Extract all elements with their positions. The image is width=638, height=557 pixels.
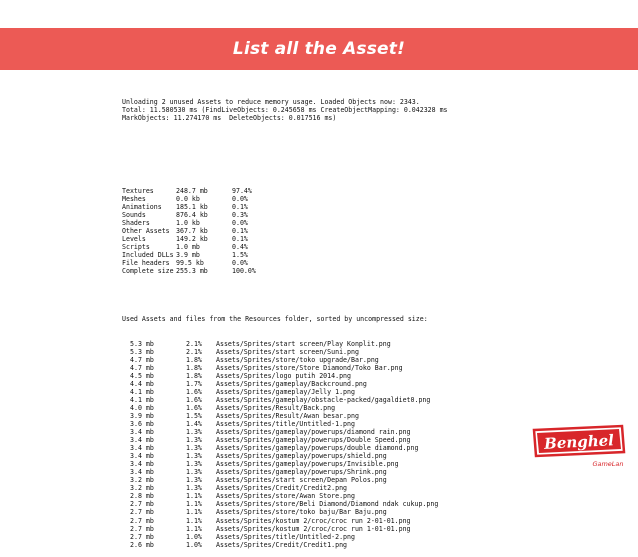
asset-percent: 1.1% <box>186 508 202 517</box>
stat-name: Scripts <box>122 242 150 251</box>
asset-percent: 1.8% <box>186 371 202 380</box>
asset-indent <box>122 380 130 388</box>
asset-path: Assets/Sprites/Result/Back.png <box>216 403 336 412</box>
asset-row <box>122 492 522 500</box>
asset-path: Assets/Sprites/gameplay/powerups/Double Speed.png <box>216 436 411 445</box>
asset-row <box>122 428 522 436</box>
asset-path: Assets/Sprites/logo putih 2014.png <box>216 371 351 380</box>
asset-indent <box>122 388 130 396</box>
asset-row <box>122 372 522 380</box>
asset-indent <box>122 525 130 533</box>
stat-percent: 97.4% <box>232 186 252 195</box>
asset-row <box>122 541 522 549</box>
stat-size: 248.7 mb <box>176 186 208 195</box>
stats-row <box>122 235 522 243</box>
asset-indent <box>122 396 130 404</box>
stat-size: 1.0 mb <box>176 242 200 251</box>
asset-indent <box>122 428 130 436</box>
banner-title: List all the Asset! <box>232 39 406 59</box>
stat-name: Complete size <box>122 267 174 276</box>
asset-row <box>122 444 522 452</box>
stat-size: 1.0 kb <box>176 218 200 227</box>
stats-row <box>122 259 522 267</box>
asset-path: Assets/Sprites/store/Beli Diamond/Diamond ndak cukup.png <box>216 500 439 509</box>
stat-name: Sounds <box>122 210 146 219</box>
stat-percent: 0.1% <box>232 234 248 243</box>
benghel-logo <box>526 418 630 472</box>
stats-row <box>122 195 522 203</box>
stat-name: Textures <box>122 186 154 195</box>
asset-indent <box>122 356 130 364</box>
asset-path: Assets/Sprites/title/Untitled-2.png <box>216 532 355 541</box>
asset-size: 3.4 mb <box>130 428 154 437</box>
log-line: MarkObjects: 11.274170 ms DeleteObjects: 0.017516 ms) <box>122 114 337 123</box>
stat-percent: 0.1% <box>232 226 248 235</box>
asset-indent <box>122 460 130 468</box>
stat-size: 149.2 kb <box>176 234 208 243</box>
log-header <box>122 98 522 122</box>
asset-size: 2.7 mb <box>130 516 154 525</box>
stats-row <box>122 227 522 235</box>
asset-path: Assets/Sprites/Result/Awan besar.png <box>216 411 359 420</box>
asset-indent <box>122 492 130 500</box>
asset-percent: 1.3% <box>186 452 202 461</box>
asset-indent <box>122 508 130 516</box>
asset-size: 2.7 mb <box>130 500 154 509</box>
asset-row <box>122 460 522 468</box>
asset-row <box>122 420 522 428</box>
stat-size: 876.4 kb <box>176 210 208 219</box>
asset-path: Assets/Sprites/title/Untitled-1.png <box>216 419 355 428</box>
asset-path: Assets/Sprites/gameplay/powerups/diamond rain.png <box>216 428 411 437</box>
asset-path: Assets/Sprites/gameplay/powerups/double diamond.png <box>216 444 419 453</box>
asset-indent <box>122 412 130 420</box>
asset-path: Assets/Sprites/gameplay/Jelly 1.png <box>216 387 355 396</box>
asset-row <box>122 500 522 508</box>
asset-percent: 1.0% <box>186 532 202 541</box>
asset-path: Assets/Sprites/store/Store Diamond/Toko Bar.png <box>216 363 403 372</box>
asset-path: Assets/Sprites/kostum 2/croc/croc run 1-01-01.png <box>216 524 411 533</box>
asset-size: 3.2 mb <box>130 484 154 493</box>
asset-path: Assets/Sprites/gameplay/powerups/Shrink.png <box>216 468 387 477</box>
asset-path: Assets/Sprites/start screen/Suni.png <box>216 347 359 356</box>
stats-row <box>122 187 522 195</box>
asset-indent <box>122 348 130 356</box>
asset-size: 3.9 mb <box>130 411 154 420</box>
stat-percent: 0.1% <box>232 202 248 211</box>
stats-row <box>122 203 522 211</box>
stat-size: 0.0 kb <box>176 194 200 203</box>
asset-row <box>122 476 522 484</box>
asset-percent: 1.8% <box>186 363 202 372</box>
asset-percent: 1.6% <box>186 403 202 412</box>
asset-row <box>122 380 522 388</box>
asset-path: Assets/Sprites/gameplay/powerups/shield.png <box>216 452 387 461</box>
asset-size: 2.7 mb <box>130 532 154 541</box>
svg-text:GameLan: GameLan <box>592 460 624 468</box>
asset-row <box>122 348 522 356</box>
asset-indent <box>122 500 130 508</box>
stat-name: Shaders <box>122 218 150 227</box>
asset-size: 2.8 mb <box>130 492 154 501</box>
asset-percent: 2.1% <box>186 339 202 348</box>
stats-row <box>122 243 522 251</box>
asset-size: 3.2 mb <box>130 476 154 485</box>
asset-percent: 1.1% <box>186 524 202 533</box>
asset-row <box>122 508 522 516</box>
stat-percent: 0.0% <box>232 194 248 203</box>
used-assets-list <box>122 340 522 549</box>
asset-size: 5.3 mb <box>130 339 154 348</box>
asset-row <box>122 452 522 460</box>
asset-percent: 1.6% <box>186 387 202 396</box>
stat-size: 367.7 kb <box>176 226 208 235</box>
asset-size: 4.0 mb <box>130 403 154 412</box>
asset-row <box>122 388 522 396</box>
asset-path: Assets/Sprites/gameplay/obstacle-packed/gagaldiet0.png <box>216 395 431 404</box>
asset-indent <box>122 436 130 444</box>
asset-percent: 1.3% <box>186 476 202 485</box>
stats-row <box>122 267 522 275</box>
asset-row <box>122 356 522 364</box>
asset-path: Assets/Sprites/start screen/Play Konplit.png <box>216 339 391 348</box>
asset-size: 3.6 mb <box>130 419 154 428</box>
asset-path: Assets/Sprites/Credit/Credit2.png <box>216 484 348 493</box>
stat-name: Included DLLs <box>122 250 174 259</box>
stats-row <box>122 251 522 259</box>
asset-size: 2.7 mb <box>130 508 154 517</box>
stat-size: 255.3 mb <box>176 267 208 276</box>
stats-row <box>122 219 522 227</box>
asset-percent: 1.6% <box>186 395 202 404</box>
used-assets-header: Used Assets and files from the Resources folder, sorted by uncompressed size: <box>122 315 428 324</box>
asset-row <box>122 340 522 348</box>
asset-percent: 1.8% <box>186 355 202 364</box>
asset-row <box>122 364 522 372</box>
asset-size: 3.4 mb <box>130 444 154 453</box>
asset-percent: 1.3% <box>186 484 202 493</box>
asset-row <box>122 484 522 492</box>
asset-indent <box>122 444 130 452</box>
asset-row <box>122 412 522 420</box>
asset-percent: 2.1% <box>186 347 202 356</box>
asset-percent: 1.3% <box>186 468 202 477</box>
asset-indent <box>122 340 130 348</box>
asset-percent: 1.0% <box>186 540 202 549</box>
asset-row <box>122 468 522 476</box>
stat-percent: 0.0% <box>232 259 248 268</box>
asset-size: 5.3 mb <box>130 347 154 356</box>
asset-indent <box>122 541 130 549</box>
asset-indent <box>122 452 130 460</box>
asset-row <box>122 396 522 404</box>
svg-text:Benghel: Benghel <box>543 431 615 453</box>
asset-row <box>122 533 522 541</box>
asset-size: 4.1 mb <box>130 395 154 404</box>
stats-row <box>122 211 522 219</box>
stat-percent: 0.0% <box>232 218 248 227</box>
stats-table <box>122 187 522 276</box>
asset-indent <box>122 476 130 484</box>
asset-indent <box>122 372 130 380</box>
asset-indent <box>122 484 130 492</box>
stat-size: 185.1 kb <box>176 202 208 211</box>
asset-percent: 1.4% <box>186 419 202 428</box>
log-line: Total: 11.580530 ms (FindLiveObjects: 0.245658 ms CreateObjectMapping: 0.042328 ms <box>122 106 448 115</box>
asset-path: Assets/Sprites/store/toko baju/Bar Baju.png <box>216 508 387 517</box>
asset-percent: 1.1% <box>186 500 202 509</box>
stat-percent: 0.4% <box>232 242 248 251</box>
asset-percent: 1.3% <box>186 428 202 437</box>
asset-path: Assets/Sprites/start screen/Depan Polos.png <box>216 476 387 485</box>
asset-percent: 1.7% <box>186 379 202 388</box>
asset-percent: 1.5% <box>186 411 202 420</box>
asset-size: 4.7 mb <box>130 355 154 364</box>
asset-size: 2.7 mb <box>130 524 154 533</box>
asset-path: Assets/Sprites/kostum 2/croc/croc run 2-01-01.png <box>216 516 411 525</box>
stat-size: 99.5 kb <box>176 259 204 268</box>
asset-row <box>122 404 522 412</box>
asset-path: Assets/Sprites/gameplay/powerups/Invisible.png <box>216 460 399 469</box>
stat-percent: 1.5% <box>232 250 248 259</box>
asset-indent <box>122 404 130 412</box>
asset-size: 3.4 mb <box>130 436 154 445</box>
asset-row <box>122 517 522 525</box>
asset-indent <box>122 533 130 541</box>
stat-percent: 0.3% <box>232 210 248 219</box>
log-line: Unloading 2 unused Assets to reduce memory usage. Loaded Objects now: 2343. <box>122 98 420 107</box>
asset-indent <box>122 420 130 428</box>
console-log <box>122 82 522 549</box>
asset-path: Assets/Sprites/Credit/Credit1.png <box>216 540 348 549</box>
stat-name: Meshes <box>122 194 146 203</box>
asset-size: 3.4 mb <box>130 468 154 477</box>
asset-indent <box>122 517 130 525</box>
asset-size: 2.6 mb <box>130 540 154 549</box>
asset-indent <box>122 364 130 372</box>
asset-size: 4.7 mb <box>130 363 154 372</box>
title-banner <box>0 28 638 70</box>
asset-size: 3.4 mb <box>130 460 154 469</box>
stat-percent: 100.0% <box>232 267 256 276</box>
asset-path: Assets/Sprites/gameplay/Backcround.png <box>216 379 367 388</box>
asset-percent: 1.3% <box>186 444 202 453</box>
asset-path: Assets/Sprites/store/Awan Store.png <box>216 492 355 501</box>
asset-row <box>122 525 522 533</box>
asset-percent: 1.1% <box>186 492 202 501</box>
asset-size: 4.5 mb <box>130 371 154 380</box>
asset-percent: 1.3% <box>186 436 202 445</box>
asset-size: 4.1 mb <box>130 387 154 396</box>
stat-name: Levels <box>122 234 146 243</box>
asset-size: 3.4 mb <box>130 452 154 461</box>
asset-percent: 1.1% <box>186 516 202 525</box>
asset-row <box>122 436 522 444</box>
asset-percent: 1.3% <box>186 460 202 469</box>
stat-name: File headers <box>122 259 170 268</box>
asset-size: 4.4 mb <box>130 379 154 388</box>
stat-name: Animations <box>122 202 162 211</box>
asset-indent <box>122 468 130 476</box>
stat-name: Other Assets <box>122 226 170 235</box>
asset-path: Assets/Sprites/store/toko upgrade/Bar.png <box>216 355 379 364</box>
stat-size: 3.9 mb <box>176 250 200 259</box>
